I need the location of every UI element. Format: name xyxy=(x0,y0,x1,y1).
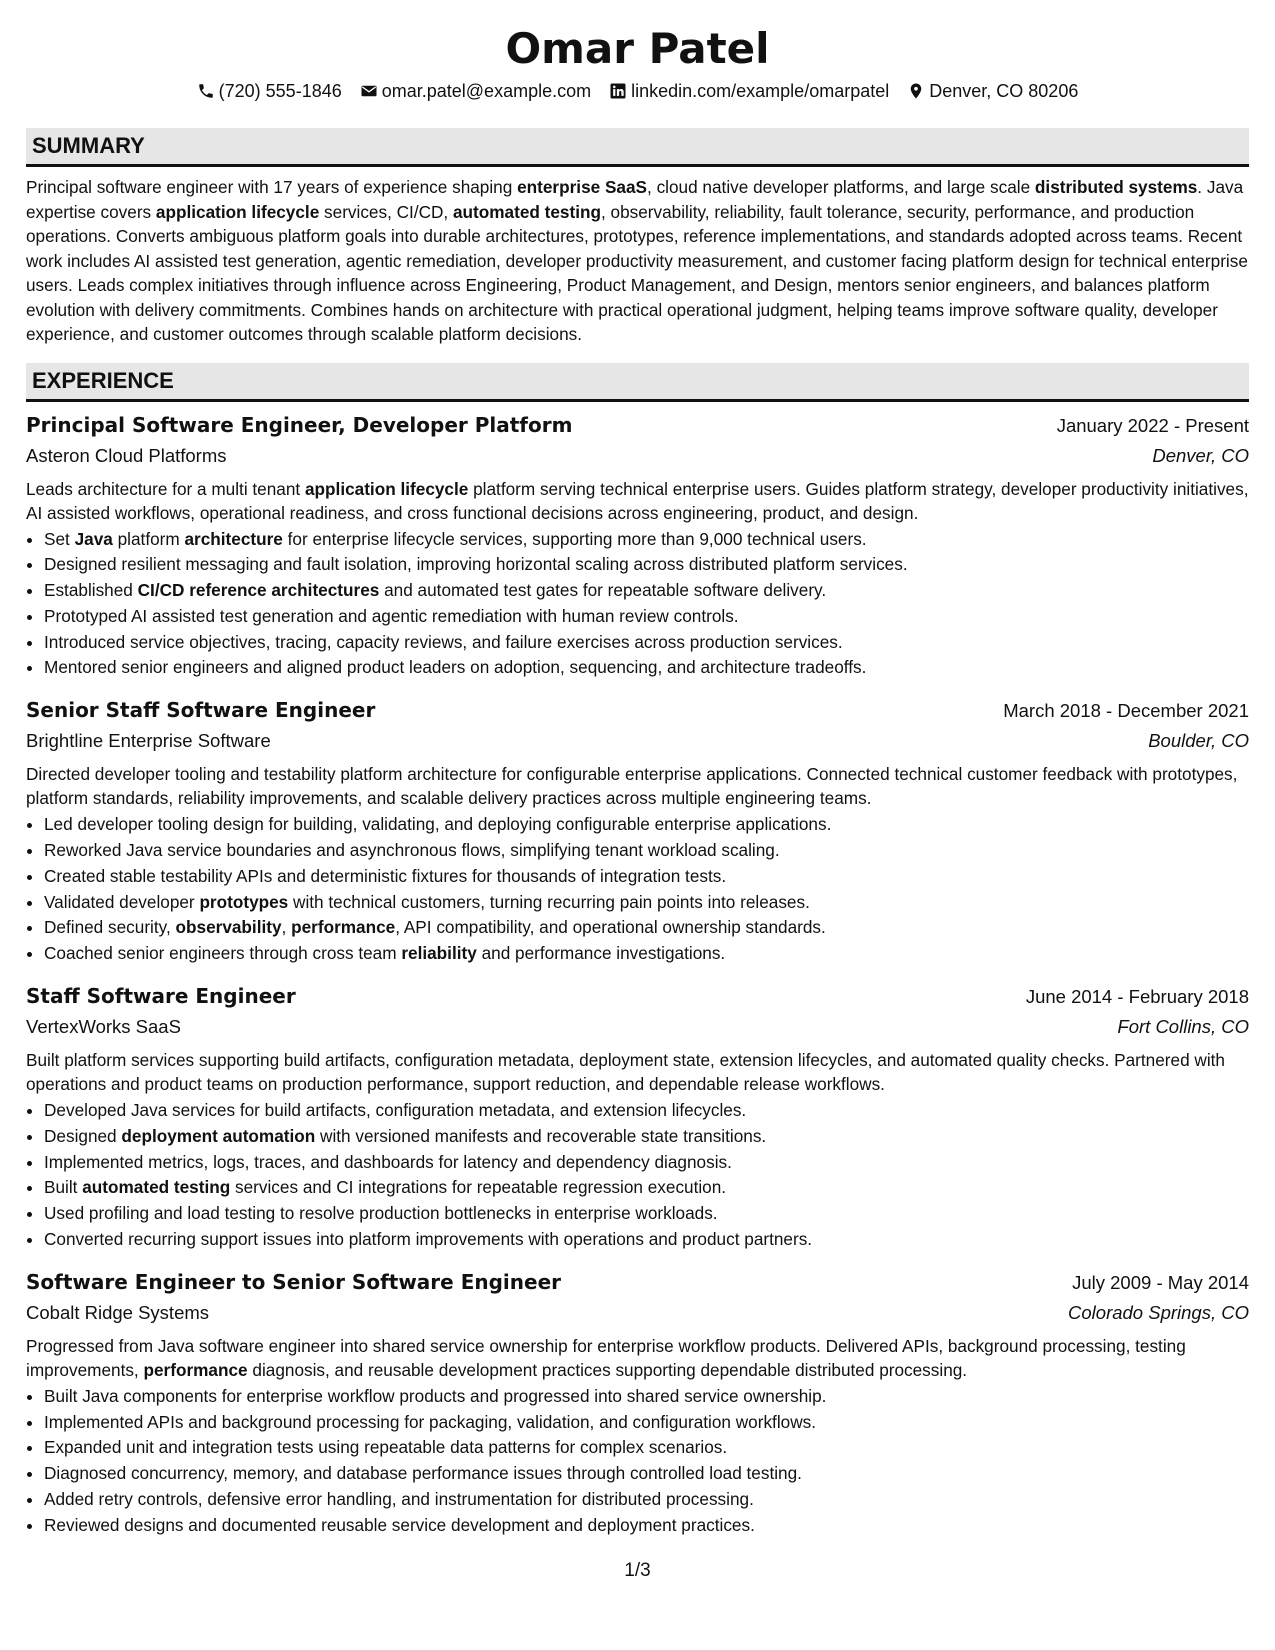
bold-text: distributed systems xyxy=(1034,177,1198,197)
text-run: Created stable testability APIs and deterministic fixtures for thousands of integration tests. xyxy=(44,865,727,886)
job-title: Principal Software Engineer, Developer Platform xyxy=(26,412,573,437)
text-run: with versioned manifests and recoverable state transitions. xyxy=(315,1125,767,1146)
bold-text: architecture xyxy=(184,528,283,549)
list-item xyxy=(44,552,1249,578)
text-run: Established xyxy=(44,580,138,601)
list-item xyxy=(44,838,1249,864)
text-run: Converted recurring support issues into platform improvements with operations and product partners. xyxy=(44,1229,813,1250)
text-run: services and CI integrations for repeatable regression execution. xyxy=(230,1177,727,1198)
list-item xyxy=(44,1435,1249,1461)
text-run: Mentored senior engineers and aligned product leaders on adoption, sequencing, and architecture tradeoffs. xyxy=(44,657,867,678)
bold-text: application lifecycle xyxy=(304,478,469,499)
bold-text: automated testing xyxy=(82,1177,231,1198)
contact-bar xyxy=(26,78,1249,104)
text-run: Used profiling and load testing to resolve production bottlenecks in enterprise workloads. xyxy=(44,1203,718,1224)
job-bullets xyxy=(26,527,1249,682)
job-title-row xyxy=(26,981,1249,1012)
list-item xyxy=(44,1513,1249,1539)
list-item xyxy=(44,941,1249,967)
text-run: with technical customers, turning recurring pain points into releases. xyxy=(288,891,810,912)
list-item xyxy=(44,1410,1249,1436)
job-summary xyxy=(26,762,1249,810)
resume-page xyxy=(26,0,1249,1539)
contact-email[interactable] xyxy=(360,78,591,104)
text-run: Built platform services supporting build artifacts, configuration metadata, deployment state, extension lifecycles, and automated quality checks. Partnered with operations and product teams on production performance, support reduction, and dependable release workflows. xyxy=(26,1050,1225,1095)
text-run: for enterprise lifecycle services, supporting more than 9,000 technical users. xyxy=(282,528,867,549)
bold-text: prototypes xyxy=(199,891,289,912)
list-item xyxy=(44,1227,1249,1253)
job-entry xyxy=(26,410,1249,682)
job-company-row xyxy=(26,441,1249,471)
text-run: Progressed from Java software engineer into shared service ownership for enterprise workflow products. Delivered APIs, background processing, testing improvements, xyxy=(26,1335,1186,1380)
text-run: platform serving technical enterprise users. Guides platform strategy, developer productivity initiatives, AI assisted workflows, operational readiness, and cross functional decisions across engineering, product, and design. xyxy=(26,478,1249,523)
job-title-row xyxy=(26,410,1249,441)
phone-icon xyxy=(197,82,215,100)
job-title-row xyxy=(26,695,1249,726)
text-run: Prototyped AI assisted test generation and agentic remediation with human review controls. xyxy=(44,605,739,626)
experience-heading: EXPERIENCE xyxy=(26,363,1249,402)
text-run: Reviewed designs and documented reusable service development and deployment practices. xyxy=(44,1514,755,1535)
text-run: platform xyxy=(112,528,185,549)
text-run: and automated test gates for repeatable software delivery. xyxy=(379,580,827,601)
text-run: Set xyxy=(44,528,75,549)
job-entry xyxy=(26,981,1249,1253)
summary-heading: SUMMARY xyxy=(26,128,1249,167)
text-run: Implemented APIs and background processing for packaging, validation, and configuration workflows. xyxy=(44,1411,816,1432)
summary-text xyxy=(26,175,1249,347)
job-company: Cobalt Ridge Systems xyxy=(26,1301,210,1323)
text-run: services, CI/CD, xyxy=(319,201,453,222)
job-location: Colorado Springs, CO xyxy=(1068,1301,1249,1323)
text-run: Principal software engineer with 17 years of experience shaping xyxy=(26,177,518,197)
job-title-row xyxy=(26,1267,1249,1298)
text-run: , xyxy=(281,917,292,938)
job-entry xyxy=(26,1267,1249,1539)
list-item xyxy=(44,1175,1249,1201)
text-run: Reworked Java service boundaries and asynchronous flows, simplifying tenant workload scaling. xyxy=(44,840,780,861)
text-run: , API compatibility, and operational ownership standards. xyxy=(395,917,826,938)
text-run: Introduced service objectives, tracing, capacity reviews, and failure exercises across production services. xyxy=(44,631,843,652)
job-company: Asteron Cloud Platforms xyxy=(26,444,227,466)
job-summary xyxy=(26,1334,1249,1382)
job-title: Staff Software Engineer xyxy=(26,984,296,1009)
job-title: Senior Staff Software Engineer xyxy=(26,698,376,723)
text-run: Designed xyxy=(44,1125,122,1146)
contact-phone xyxy=(197,78,342,104)
list-item xyxy=(44,1124,1249,1150)
text-run: Built Java components for enterprise workflow products and progressed into shared service ownership. xyxy=(44,1385,827,1406)
text-run: Directed developer tooling and testability platform architecture for configurable enterprise applications. Connected technical customer feedback with prototypes, platform standards, reliability improvements, and scalable delivery practices across multiple engineering teams. xyxy=(26,764,1238,809)
page-number: 1/3 xyxy=(624,1560,651,1581)
job-company: Brightline Enterprise Software xyxy=(26,730,271,752)
text-run: Built xyxy=(44,1177,83,1198)
job-dates: March 2018 - December 2021 xyxy=(1003,700,1249,722)
bold-text: reliability xyxy=(401,943,477,964)
job-location: Denver, CO xyxy=(1152,444,1249,466)
text-run: Designed resilient messaging and fault isolation, improving horizontal scaling across distributed platform services. xyxy=(44,554,908,575)
list-item xyxy=(44,1201,1249,1227)
list-item xyxy=(44,527,1249,553)
phone-text: (720) 555-1846 xyxy=(218,81,342,101)
job-dates: July 2009 - May 2014 xyxy=(1072,1271,1249,1293)
job-summary xyxy=(26,477,1249,525)
job-summary xyxy=(26,1048,1249,1096)
list-item xyxy=(44,812,1249,838)
list-item xyxy=(44,890,1249,916)
email-text: omar.patel@example.com xyxy=(381,81,592,101)
bold-text: enterprise SaaS xyxy=(517,177,648,197)
bold-text: Java xyxy=(74,528,113,549)
job-dates: January 2022 - Present xyxy=(1056,414,1249,436)
text-run: . Java expertise covers xyxy=(26,177,1244,222)
text-run: Defined security, xyxy=(44,917,176,938)
bold-text: performance xyxy=(291,917,396,938)
text-run: , observability, reliability, fault tolerance, security, performance, and production operations. Converts ambiguous platform goals into durable architectures, prototypes, reference implementations, and standards adopted across teams. Recent work includes AI assisted test generation, agentic remediation, developer productivity measurement, and customer facing platform design for technical enterprise users. Leads complex initiatives through influence across Engineering, Product Management, and Design, mentors senior engineers, and balances platform evolution with delivery commitments. Combines hands on architecture with practical operational judgment, helping teams improve software quality, developer experience, and customer outcomes through scalable platform decisions. xyxy=(26,201,1248,344)
job-company-row xyxy=(26,1012,1249,1042)
bold-text: observability xyxy=(175,917,282,938)
list-item xyxy=(44,915,1249,941)
job-company-row xyxy=(26,726,1249,756)
linkedin-icon xyxy=(609,82,627,100)
text-run: Coached senior engineers through cross team xyxy=(44,943,402,964)
job-location: Fort Collins, CO xyxy=(1117,1016,1249,1038)
list-item xyxy=(44,1098,1249,1124)
bold-text: deployment automation xyxy=(121,1125,316,1146)
text-run: Expanded unit and integration tests using repeatable data patterns for complex scenarios. xyxy=(44,1437,728,1458)
list-item xyxy=(44,578,1249,604)
list-item xyxy=(44,864,1249,890)
job-company-row xyxy=(26,1298,1249,1328)
list-item xyxy=(44,630,1249,656)
list-item xyxy=(44,1487,1249,1513)
contact-linkedin[interactable] xyxy=(609,78,889,104)
job-bullets xyxy=(26,1384,1249,1539)
text-run: Implemented metrics, logs, traces, and dashboards for latency and dependency diagnosis. xyxy=(44,1151,732,1172)
list-item xyxy=(44,655,1249,681)
text-run: , cloud native developer platforms, and large scale xyxy=(647,177,1035,197)
job-dates: June 2014 - February 2018 xyxy=(1025,986,1249,1008)
list-item xyxy=(44,604,1249,630)
bold-text: application lifecycle xyxy=(155,201,320,222)
experience-list xyxy=(26,410,1249,1539)
envelope-icon xyxy=(360,82,378,100)
text-run: Developed Java services for build artifacts, configuration metadata, and extension lifecycles. xyxy=(44,1100,747,1121)
text-run: and performance investigations. xyxy=(476,943,726,964)
text-run: Diagnosed concurrency, memory, and database performance issues through controlled load testing. xyxy=(44,1463,802,1484)
map-pin-icon xyxy=(907,82,925,100)
resume-header xyxy=(26,22,1249,104)
text-run: diagnosis, and reusable development practices supporting dependable distributed processing. xyxy=(247,1359,968,1380)
job-title: Software Engineer to Senior Software Engineer xyxy=(26,1269,561,1294)
job-entry xyxy=(26,695,1249,967)
text-run: Added retry controls, defensive error handling, and instrumentation for distributed processing. xyxy=(44,1489,754,1510)
bold-text: automated testing xyxy=(452,201,601,222)
candidate-name: Omar Patel xyxy=(505,24,770,73)
bold-text: performance xyxy=(143,1359,248,1380)
contact-location xyxy=(907,78,1078,104)
location-text: Denver, CO 80206 xyxy=(929,81,1079,101)
text-run: Leads architecture for a multi tenant xyxy=(26,478,305,499)
list-item xyxy=(44,1384,1249,1410)
bold-text: CI/CD reference architectures xyxy=(137,580,380,601)
job-bullets xyxy=(26,812,1249,967)
list-item xyxy=(44,1461,1249,1487)
job-company: VertexWorks SaaS xyxy=(26,1016,181,1038)
job-location: Boulder, CO xyxy=(1148,730,1249,752)
linkedin-text: linkedin.com/example/omarpatel xyxy=(631,81,890,101)
list-item xyxy=(44,1150,1249,1176)
text-run: Validated developer xyxy=(44,891,200,912)
text-run: Led developer tooling design for building, validating, and deploying configurable enterprise applications. xyxy=(44,814,832,835)
job-bullets xyxy=(26,1098,1249,1253)
